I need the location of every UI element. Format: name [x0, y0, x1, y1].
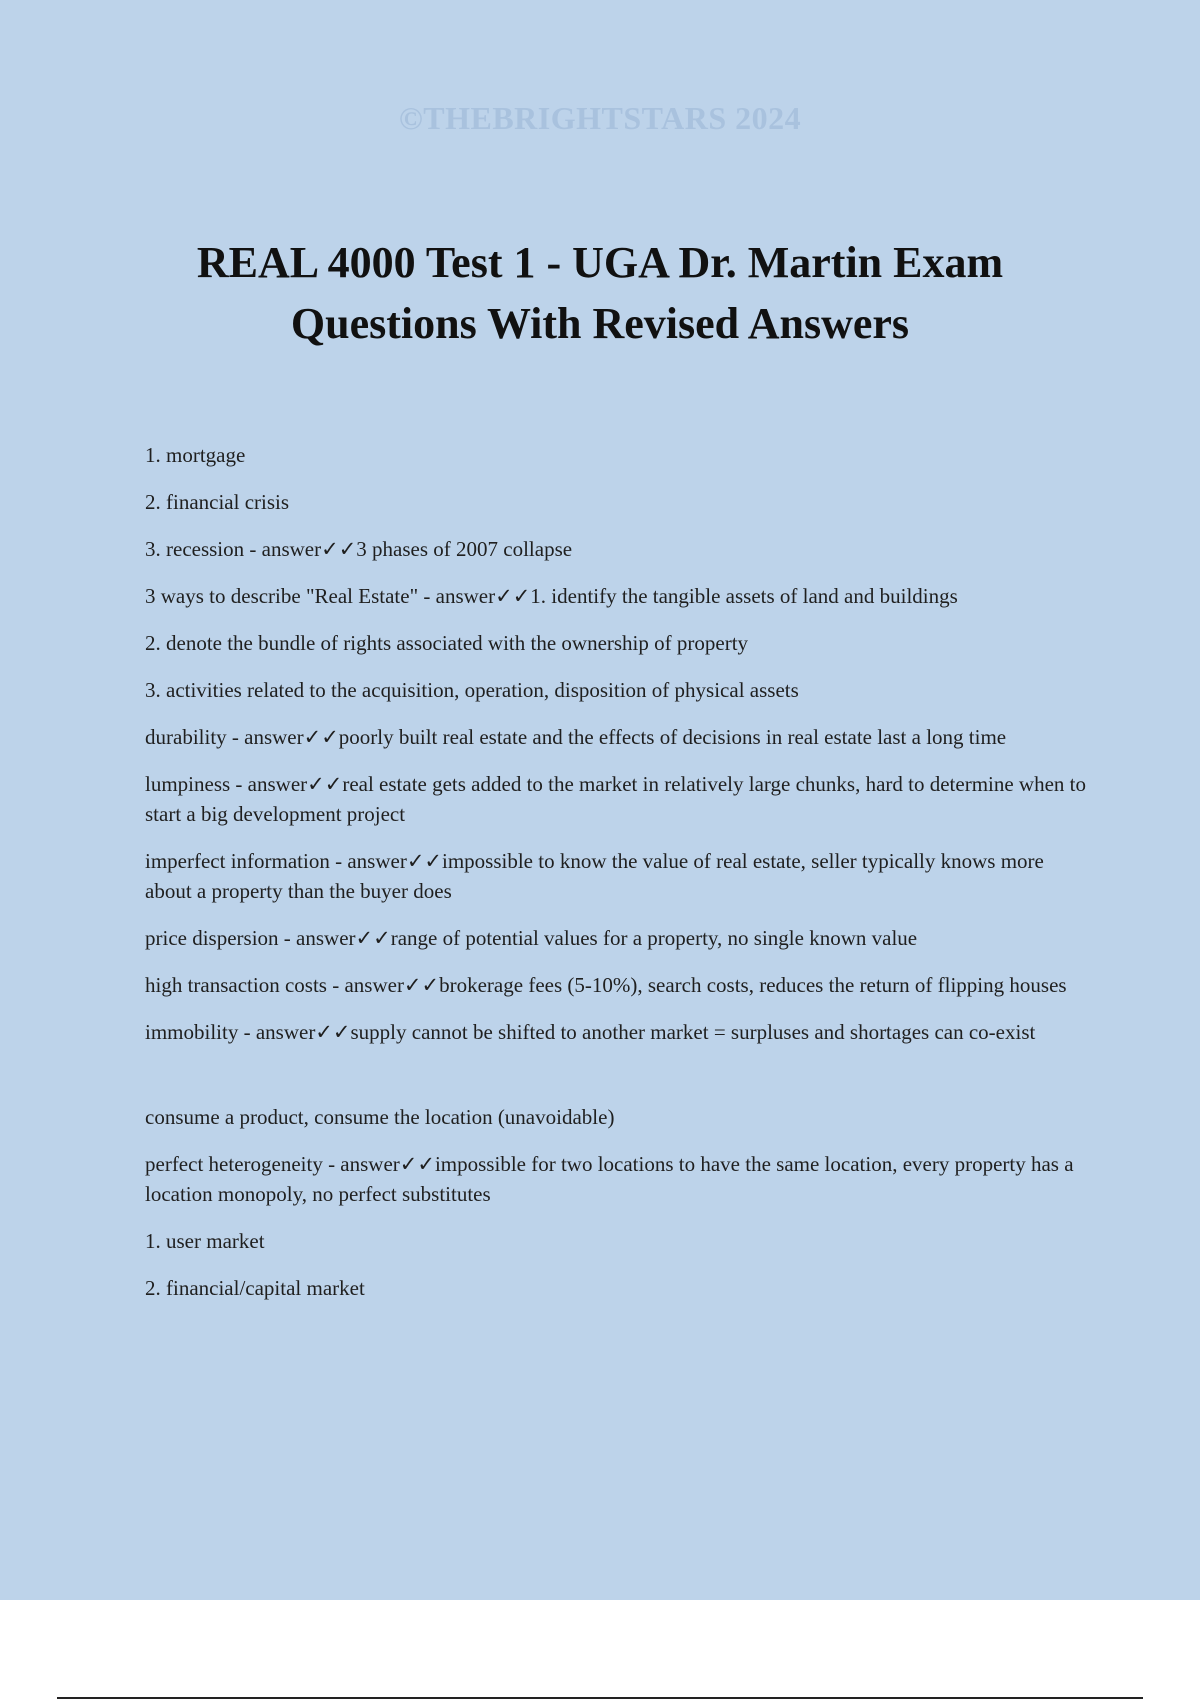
entry-high-transaction-costs: high transaction costs - answer✓✓brokerage fees (5-10%), search costs, reduces the return of flipping houses — [145, 973, 1067, 997]
entry-consume-location: consume a product, consume the location (unavoidable) — [145, 1105, 615, 1129]
entry-perfect-heterogeneity: perfect heterogeneity - answer✓✓impossible for two locations to have the same location, every property has a location monopoly, no perfect substitutes — [145, 1152, 1074, 1206]
watermark: ©THEBRIGHTSTARS 2024 — [398, 100, 802, 136]
entry-user-market: 1. user market — [145, 1229, 265, 1253]
entry-mortgage: 1. mortgage — [145, 443, 246, 467]
bottom-divider — [57, 1697, 1143, 1699]
entry-immobility: immobility - answer✓✓supply cannot be shifted to another market = surpluses and shortages can co-exist — [145, 1020, 1036, 1044]
document-title: REAL 4000 Test 1 - UGA Dr. Martin Exam Questions With Revised Answers — [196, 238, 1004, 348]
document-content — [145, 440, 1095, 1320]
entry-imperfect-information: imperfect information - answer✓✓impossible to know the value of real estate, seller typically knows more about a property than the buyer does — [145, 849, 1044, 903]
entry-financial-crisis: 2. financial crisis — [145, 490, 290, 514]
entry-real-estate-descriptions: 3 ways to describe "Real Estate" - answer✓✓1. identify the tangible assets of land and buildings — [145, 584, 958, 608]
entry-activities: 3. activities related to the acquisition, operation, disposition of physical assets — [145, 678, 799, 702]
entry-recession: 3. recession - answer✓✓3 phases of 2007 collapse — [145, 537, 573, 561]
entry-durability: durability - answer✓✓poorly built real estate and the effects of decisions in real estate last a long time — [145, 725, 1007, 749]
entry-price-dispersion: price dispersion - answer✓✓range of potential values for a property, no single known value — [145, 926, 918, 950]
entry-capital-market: 2. financial/capital market — [145, 1276, 365, 1300]
entry-lumpiness: lumpiness - answer✓✓real estate gets added to the market in relatively large chunks, hard to determine when to start a big development project — [145, 772, 1087, 826]
entry-bundle-of-rights: 2. denote the bundle of rights associated with the ownership of property — [145, 631, 749, 655]
